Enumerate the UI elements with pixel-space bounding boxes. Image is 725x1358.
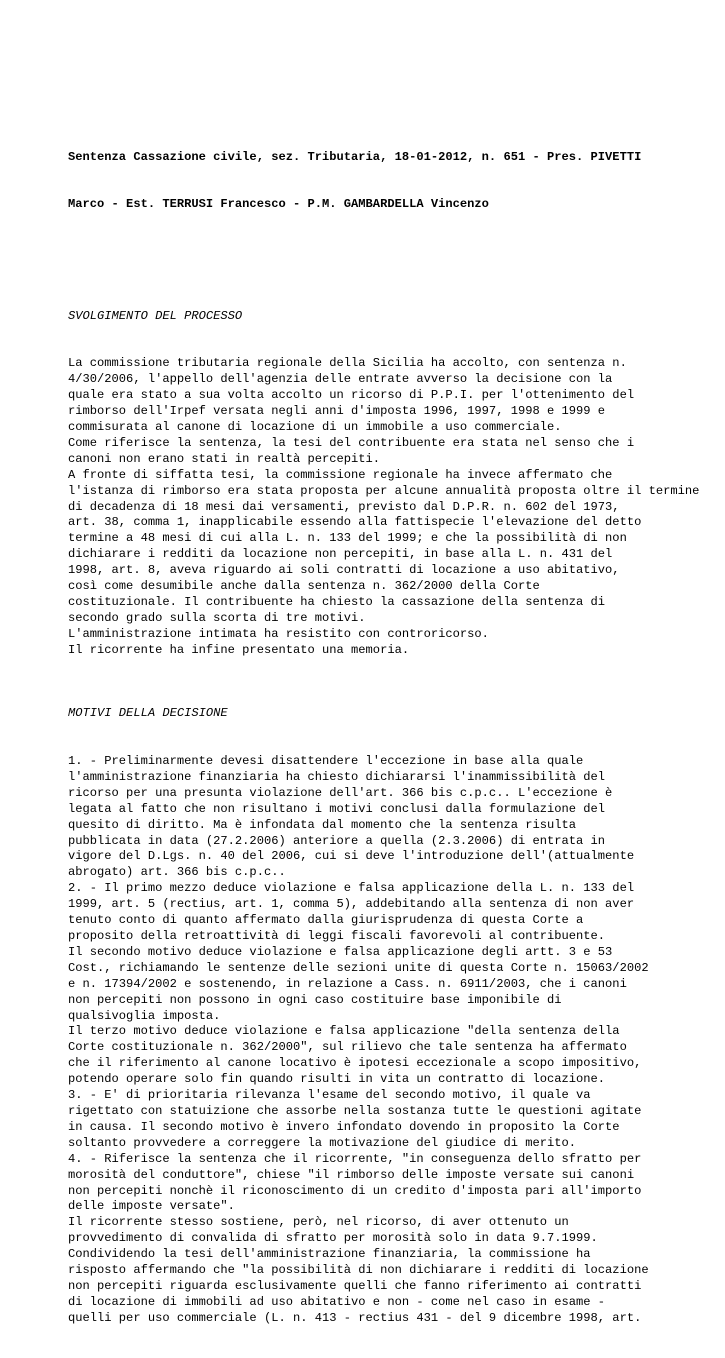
paragraph-line: legata al fatto che non risultano i motivi conclusi dalla formulazione del	[68, 801, 606, 816]
section-heading-svolgimento: SVOLGIMENTO DEL PROCESSO	[68, 308, 243, 323]
paragraph-line: 4. - Riferisce la sentenza che il ricorrente, "in conseguenza dello sfratto per	[68, 1151, 642, 1166]
paragraph-line: 3. - E' di prioritaria rilevanza l'esame del secondo motivo, il quale va	[68, 1088, 591, 1103]
paragraph-line: secondo grado sulla scorta di tre motivi.	[68, 610, 366, 625]
paragraph-line: L'amministrazione intimata ha resistito con controricorso.	[68, 626, 489, 641]
paragraph-line: potendo operare solo fin quando risulti in vita un contratto di locazione.	[68, 1072, 606, 1087]
section-svolgimento	[68, 356, 700, 658]
paragraph-line: 1. - Preliminarmente devesi disattendere l'eccezione in base alla quale	[68, 754, 584, 769]
paragraph-line: non percepiti non possono in ogni caso costituire base imponibile di	[68, 992, 562, 1007]
paragraph-line: La commissione tributaria regionale della Sicilia ha accolto, con sentenza n.	[68, 356, 627, 371]
paragraph-line: di locazione di immobili ad uso abitativo e non - come nel caso in esame -	[68, 1294, 606, 1309]
paragraph-line: Come riferisce la sentenza, la tesi del contribuente era stata nel senso che i	[68, 435, 635, 450]
paragraph-line: non percepiti nonchè il riconoscimento di un credito d'imposta pari all'importo	[68, 1183, 642, 1198]
paragraph-line: in causa. Il secondo motivo è invero infondato dovendo in proposito la Corte	[68, 1119, 620, 1134]
document-title	[68, 118, 668, 245]
paragraph-line: Il ricorrente stesso sostiene, però, nel ricorso, di aver ottenuto un	[68, 1215, 569, 1230]
title-line: Sentenza Cassazione civile, sez. Tributaria, 18-01-2012, n. 651 - Pres. PIVETTI	[68, 149, 642, 164]
paragraph-line: l'istanza di rimborso era stata proposta per alcune annualità proposta oltre il termine	[68, 483, 700, 498]
title-line: Marco - Est. TERRUSI Francesco - P.M. GAMBARDELLA Vincenzo	[68, 197, 489, 212]
section-heading-motivi: MOTIVI DELLA DECISIONE	[68, 706, 228, 721]
paragraph-line: Il ricorrente ha infine presentato una memoria.	[68, 642, 410, 657]
paragraph-line: quale era stato a sua volta accolto un ricorso di P.P.I. per l'ottenimento del	[68, 388, 635, 403]
paragraph-line: provvedimento di convalida di sfratto per morosità solo in data 9.7.1999.	[68, 1231, 598, 1246]
paragraph-line: ricorso per una presunta violazione dell'art. 366 bis c.p.c.. L'eccezione è	[68, 785, 613, 800]
paragraph-line: pubblicata in data (27.2.2006) anteriore a quella (2.3.2006) di entrata in	[68, 833, 606, 848]
paragraph-line: che il riferimento al canone locativo è ipotesi eccezionale a scopo impositivo,	[68, 1056, 642, 1071]
paragraph-line: canoni non erano stati in realtà percepiti.	[68, 451, 381, 466]
paragraph-line: soltanto provvedere a correggere la motivazione del giudice di merito.	[68, 1135, 577, 1150]
paragraph-line: A fronte di siffatta tesi, la commissione regionale ha invece affermato che	[68, 467, 613, 482]
paragraph-line: 1999, art. 5 (rectius, art. 1, comma 5), addebitando alla sentenza di non aver	[68, 897, 635, 912]
section-motivi	[68, 754, 668, 1327]
paragraph-line: morosità del conduttore", chiese "il rimborso delle imposte versate sui canoni	[68, 1167, 635, 1182]
paragraph-line: Corte costituzionale n. 362/2000", sul rilievo che tale sentenza ha affermato	[68, 1040, 627, 1055]
paragraph-line: rimborso dell'Irpef versata negli anni d'imposta 1996, 1997, 1998 e 1999 e	[68, 404, 606, 419]
paragraph-line: e n. 17394/2002 e sostenendo, in relazione a Cass. n. 6911/2003, che i canoni	[68, 976, 627, 991]
paragraph-line: qualsivoglia imposta.	[68, 1008, 221, 1023]
paragraph-line: Il secondo motivo deduce violazione e falsa applicazione degli artt. 3 e 53	[68, 944, 613, 959]
paragraph-line: di decadenza di 18 mesi dai versamenti, previsto dal D.P.R. n. 602 del 1973,	[68, 499, 620, 514]
paragraph-line: quelli per uso commerciale (L. n. 413 - rectius 431 - del 9 dicembre 1998, art.	[68, 1310, 642, 1325]
paragraph-line: quesito di diritto. Ma è infondata dal momento che la sentenza risulta	[68, 817, 577, 832]
paragraph-line: rigettato con statuizione che assorbe nella sostanza tutte le questioni agitate	[68, 1103, 642, 1118]
paragraph-line: non percepiti riguarda esclusivamente quelli che fanno riferimento ai contratti	[68, 1278, 642, 1293]
paragraph-line: proposito della retroattività di leggi fiscali favorevoli al contribuente.	[68, 929, 606, 944]
paragraph-line: delle imposte versate".	[68, 1199, 235, 1214]
paragraph-line: 2. - Il primo mezzo deduce violazione e falsa applicazione della L. n. 133 del	[68, 881, 635, 896]
paragraph-line: dichiarare i redditi da locazione non percepiti, in base alla L. n. 431 del	[68, 547, 613, 562]
paragraph-line: tenuto conto di quanto affermato dalla giurisprudenza di questa Corte a	[68, 913, 584, 928]
paragraph-line: art. 38, comma 1, inapplicabile essendo alla fattispecie l'elevazione del detto	[68, 515, 642, 530]
paragraph-line: risposto affermando che "la possibilità di non dichiarare i redditi di locazione	[68, 1263, 649, 1278]
paragraph-line: così come desumibile anche dalla sentenza n. 362/2000 della Corte	[68, 579, 540, 594]
paragraph-line: Il terzo motivo deduce violazione e falsa applicazione "della sentenza della	[68, 1024, 620, 1039]
paragraph-line: vigore del D.Lgs. n. 40 del 2006, cui si deve l'introduzione dell'(attualmente	[68, 849, 635, 864]
paragraph-line: Condividendo la tesi dell'amministrazione finanziaria, la commissione ha	[68, 1247, 591, 1262]
paragraph-line: 1998, art. 8, aveva riguardo ai soli contratti di locazione a uso abitativo,	[68, 563, 620, 578]
paragraph-line: abrogato) art. 366 bis c.p.c..	[68, 865, 286, 880]
paragraph-line: termine a 48 mesi di cui alla L. n. 133 del 1999; e che la possibilità di non	[68, 531, 627, 546]
document-body	[68, 86, 700, 1358]
paragraph-line: costituzionale. Il contribuente ha chiesto la cassazione della sentenza di	[68, 594, 606, 609]
paragraph-line: commisurata al canone di locazione di un immobile a uso commerciale.	[68, 420, 562, 435]
paragraph-line: l'amministrazione finanziaria ha chiesto dichiararsi l'inammissibilità del	[68, 769, 606, 784]
paragraph-line: Cost., richiamando le sentenze delle sezioni unite di questa Corte n. 15063/2002	[68, 960, 649, 975]
paragraph-line: 4/30/2006, l'appello dell'agenzia delle entrate avverso la decisione con la	[68, 372, 613, 387]
